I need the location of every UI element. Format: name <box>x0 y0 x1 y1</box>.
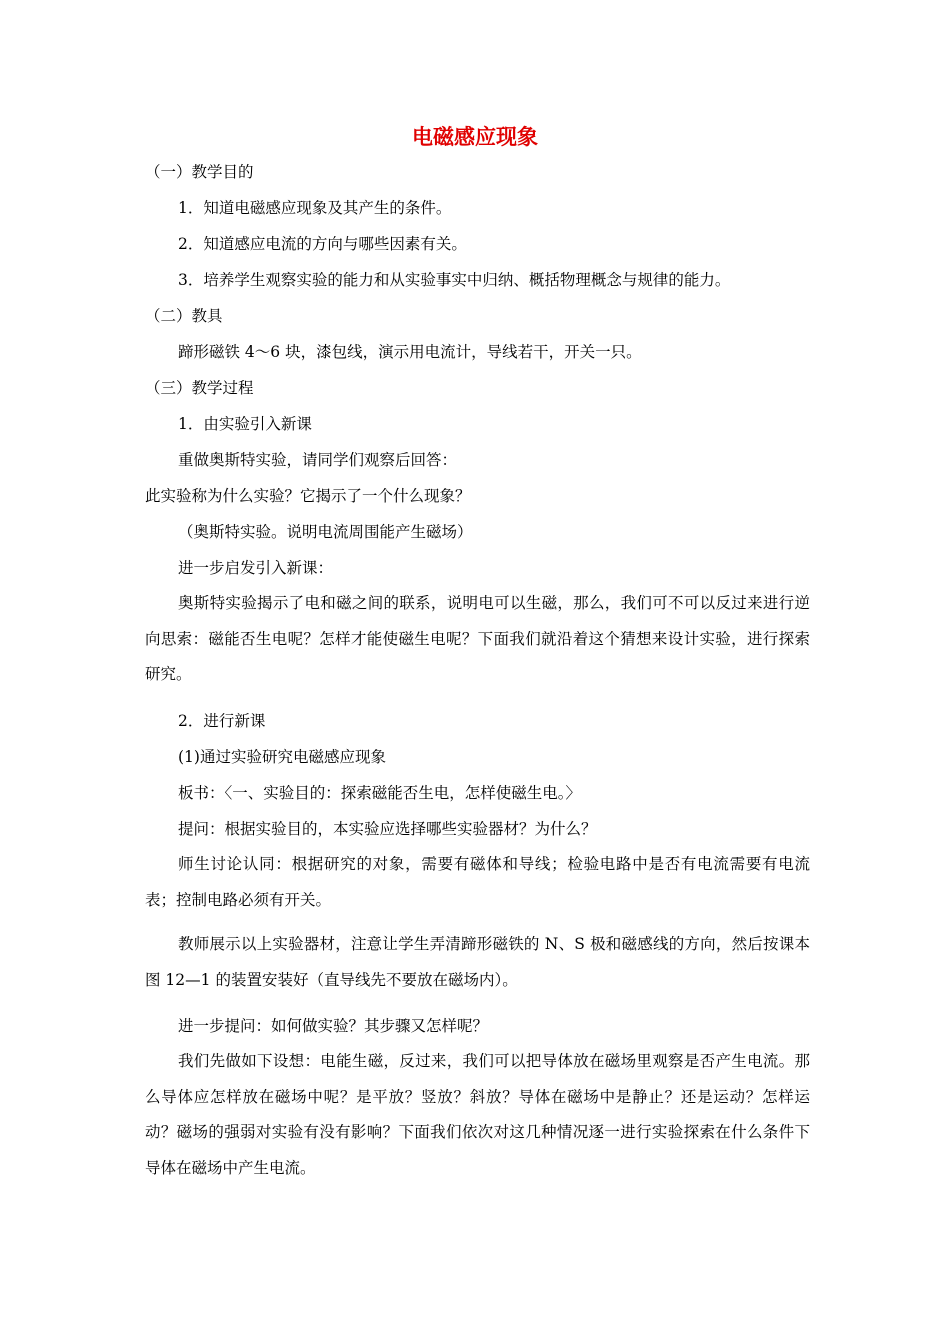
paragraph-line: 进一步启发引入新课： <box>178 559 334 577</box>
document-title: 电磁感应现象 <box>412 125 538 149</box>
objective-item: 2．知道感应电流的方向与哪些因素有关。 <box>178 235 467 253</box>
subheading: 1．由实验引入新课 <box>178 415 312 433</box>
paragraph-line: 提问：根据实验目的，本实验应选择哪些实验器材？为什么？ <box>178 820 597 838</box>
section-heading-process: （三）教学过程 <box>145 379 254 397</box>
section-heading-objectives: （一）教学目的 <box>145 163 254 181</box>
paragraph-line: 进一步提问：如何做实验？其步骤又怎样呢？ <box>178 1017 489 1035</box>
paragraph-line: 此实验称为什么实验？它揭示了一个什么现象？ <box>145 487 471 505</box>
paragraph-line: 板书：〈一、实验目的：探索磁能否生电，怎样使磁生电。〉 <box>178 784 582 802</box>
objective-item: 1．知道电磁感应现象及其产生的条件。 <box>178 199 452 217</box>
paragraph: 奥斯特实验揭示了电和磁之间的联系，说明电可以生磁，那么，我们可不可以反过来进行逆向思索：磁能否生电呢？怎样才能使磁生电呢？下面我们就沿着这个猜想来设计实验，进行探索研究。 <box>145 594 810 683</box>
paragraph: 师生讨论认同：根据研究的对象，需要有磁体和导线；检验电路中是否有电流需要有电流表；控制电路必须有开关。 <box>145 855 810 909</box>
equipment-list: 蹄形磁铁 4～6 块，漆包线，演示用电流计，导线若干，开关一只。 <box>178 343 642 361</box>
paragraph: 教师展示以上实验器材，注意让学生弄清蹄形磁铁的 N、S 极和磁感线的方向，然后按课本图 12—1 的装置安装好（直导线先不要放在磁场内）。 <box>145 935 810 989</box>
subheading: 2．进行新课 <box>178 712 266 730</box>
paragraph-line: 重做奥斯特实验，请同学们观察后回答： <box>178 451 458 469</box>
paragraph-line: （奥斯特实验。说明电流周围能产生磁场） <box>178 523 473 541</box>
subheading: (1)通过实验研究电磁感应现象 <box>178 748 386 766</box>
objective-item: 3．培养学生观察实验的能力和从实验事实中归纳、概括物理概念与规律的能力。 <box>178 271 731 289</box>
paragraph: 我们先做如下设想：电能生磁，反过来，我们可以把导体放在磁场里观察是否产生电流。那么导体应怎样放在磁场中呢？是平放？竖放？斜放？导体在磁场中是静止？还是运动？怎样运动？磁场的强弱对实验有没有影响？下面我们依次对这几种情况逐一进行实验探索在什么条件下导体在磁场中产生电流。 <box>145 1052 810 1177</box>
section-heading-equipment: （二）教具 <box>145 307 223 325</box>
